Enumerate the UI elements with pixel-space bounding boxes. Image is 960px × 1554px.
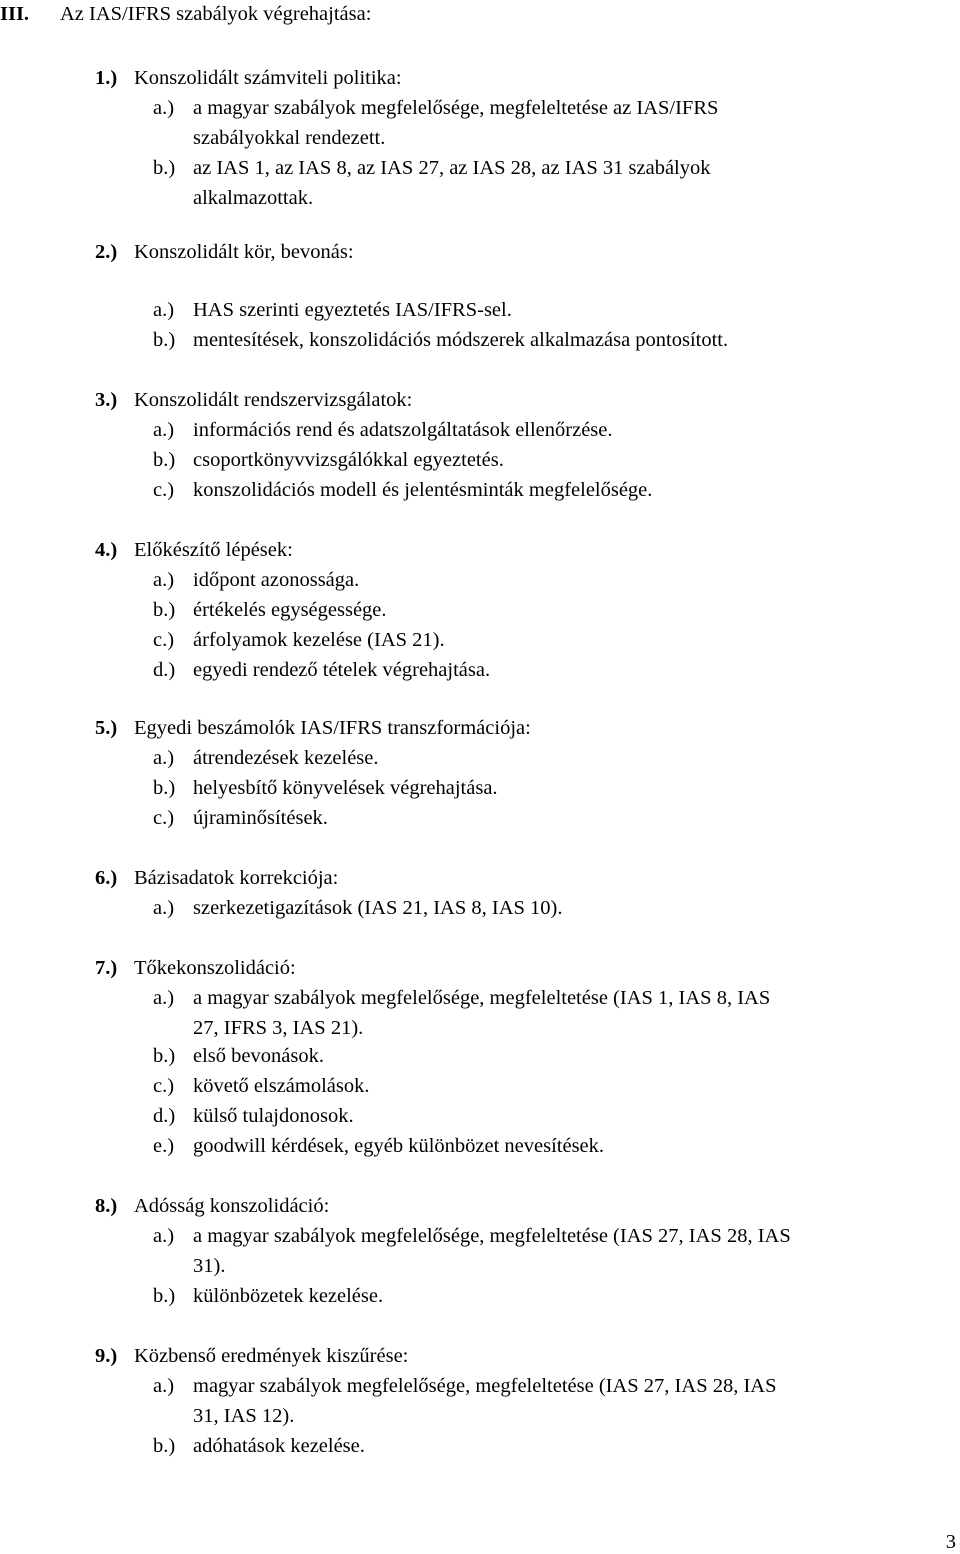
item-letter: e.) — [153, 1135, 175, 1157]
heading-number: III. — [0, 3, 30, 25]
item-letter: b.) — [153, 329, 176, 351]
item-text: helyesbítő könyvelések végrehajtása. — [193, 777, 498, 799]
item-letter: b.) — [153, 449, 176, 471]
item-letter: a.) — [153, 1375, 175, 1397]
page-number: 3 — [945, 1531, 956, 1553]
item-text: csoportkönyvvizsgálókkal egyeztetés. — [193, 449, 504, 471]
section-title: Bázisadatok korrekciója: — [134, 867, 339, 889]
item-text: a magyar szabályok megfelelősége, megfeleltetése (IAS 27, IAS 28, IAS — [193, 1225, 791, 1247]
section-title: Konszolidált számviteli politika: — [134, 67, 402, 89]
item-letter: c.) — [153, 807, 175, 829]
item-text: az IAS 1, az IAS 8, az IAS 27, az IAS 28, az IAS 31 szabályok — [193, 157, 711, 179]
section-title: Előkészítő lépések: — [134, 539, 293, 561]
item-letter: c.) — [153, 1075, 175, 1097]
item-letter: a.) — [153, 747, 175, 769]
item-text: egyedi rendező tételek végrehajtása. — [193, 659, 491, 681]
item-letter: c.) — [153, 629, 175, 651]
item-letter: a.) — [153, 1225, 175, 1247]
item-text: HAS szerinti egyeztetés IAS/IFRS-sel. — [193, 299, 512, 321]
section-title: Konszolidált rendszervizsgálatok: — [134, 389, 413, 411]
item-letter: d.) — [153, 659, 176, 681]
section-title: Konszolidált kör, bevonás: — [134, 241, 354, 263]
item-letter: b.) — [153, 1435, 176, 1457]
item-letter: b.) — [153, 777, 176, 799]
section-number: 3.) — [95, 389, 118, 411]
item-text: első bevonások. — [193, 1045, 324, 1067]
item-letter: a.) — [153, 897, 175, 919]
section-title: Adósság konszolidáció: — [134, 1195, 330, 1217]
item-text: magyar szabályok megfelelősége, megfeleltetése (IAS 27, IAS 28, IAS — [193, 1375, 777, 1397]
item-letter: b.) — [153, 157, 176, 179]
item-text: újraminősítések. — [193, 807, 328, 829]
item-text: goodwill kérdések, egyéb különbözet nevesítések. — [193, 1135, 605, 1157]
item-letter: b.) — [153, 1045, 176, 1067]
item-text: konszolidációs modell és jelentésminták megfelelősége. — [193, 479, 653, 501]
section-number: 2.) — [95, 241, 118, 263]
item-text: a magyar szabályok megfelelősége, megfeleltetése (IAS 1, IAS 8, IAS — [193, 987, 771, 1009]
section-title: Egyedi beszámolók IAS/IFRS transzformációja: — [134, 717, 531, 739]
item-text: szerkezetigazítások (IAS 21, IAS 8, IAS 10). — [193, 897, 563, 919]
item-letter: d.) — [153, 1105, 176, 1127]
section-number: 4.) — [95, 539, 118, 561]
section-number: 8.) — [95, 1195, 118, 1217]
item-text: szabályokkal rendezett. — [193, 127, 386, 149]
section-number: 5.) — [95, 717, 118, 739]
item-text: különbözetek kezelése. — [193, 1285, 384, 1307]
item-text: mentesítések, konszolidációs módszerek alkalmazása pontosított. — [193, 329, 729, 351]
section-number: 1.) — [95, 67, 118, 89]
item-letter: b.) — [153, 599, 176, 621]
item-letter: a.) — [153, 97, 175, 119]
item-text: időpont azonossága. — [193, 569, 360, 591]
section-title: Tőkekonszolidáció: — [134, 957, 296, 979]
item-letter: a.) — [153, 299, 175, 321]
item-letter: b.) — [153, 1285, 176, 1307]
item-text: értékelés egységessége. — [193, 599, 387, 621]
item-text: alkalmazottak. — [193, 187, 314, 209]
item-text: külső tulajdonosok. — [193, 1105, 354, 1127]
item-text: információs rend és adatszolgáltatások ellenőrzése. — [193, 419, 613, 441]
item-text: átrendezések kezelése. — [193, 747, 379, 769]
item-letter: c.) — [153, 479, 175, 501]
section-number: 6.) — [95, 867, 118, 889]
item-text: adóhatások kezelése. — [193, 1435, 365, 1457]
section-number: 9.) — [95, 1345, 118, 1367]
item-letter: a.) — [153, 569, 175, 591]
item-text: követő elszámolások. — [193, 1075, 370, 1097]
item-letter: a.) — [153, 419, 175, 441]
item-letter: a.) — [153, 987, 175, 1009]
section-number: 7.) — [95, 957, 118, 979]
section-title: Közbenső eredmények kiszűrése: — [134, 1345, 409, 1367]
item-text: 31). — [193, 1255, 226, 1277]
item-text: a magyar szabályok megfelelősége, megfeleltetése az IAS/IFRS — [193, 97, 719, 119]
item-text: árfolyamok kezelése (IAS 21). — [193, 629, 445, 651]
item-text: 31, IAS 12). — [193, 1405, 295, 1427]
item-text: 27, IFRS 3, IAS 21). — [193, 1017, 364, 1039]
heading-title: Az IAS/IFRS szabályok végrehajtása: — [60, 3, 372, 25]
